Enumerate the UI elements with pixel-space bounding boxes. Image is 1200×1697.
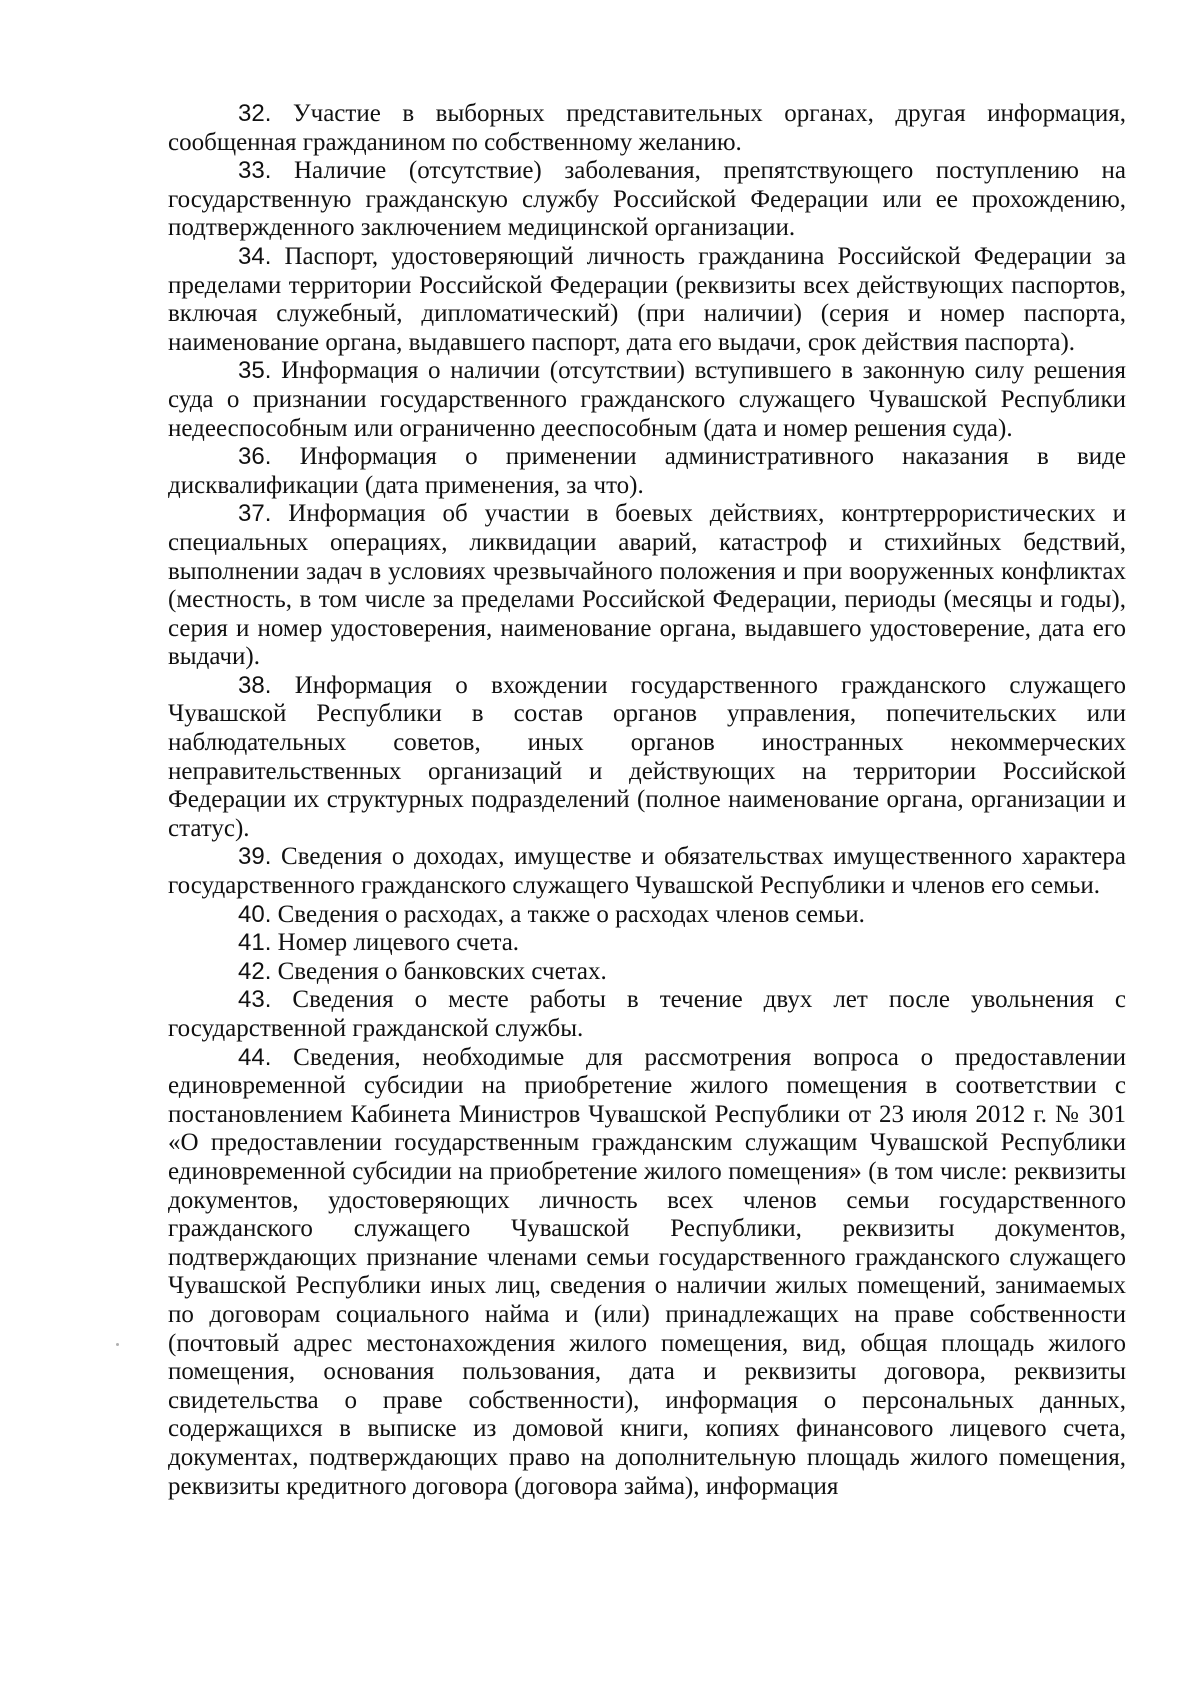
item-text: Наличие (отсутствие) заболевания, препятствующего поступлению на государственную гражданскую службу Российской Федерации или ее прохождению, подтвержденного заключением медицинской организации. <box>168 157 1126 242</box>
item-number: 33. <box>238 157 272 185</box>
item-number: 44. <box>238 1043 272 1071</box>
list-item-39 <box>168 843 1126 900</box>
item-text: Сведения о расходах, а также о расходах членов семьи. <box>277 900 865 928</box>
item-text: Номер лицевого счета. <box>277 929 520 957</box>
list-item-40 <box>168 901 1126 930</box>
item-text: Сведения, необходимые для рассмотрения вопроса о предоставлении единовременной субсидии на приобретение жилого помещения в соответствии с постановлением Кабинета Министров Чувашской Республики от 23 июля 2012 г. № 301 «О предоставлении государственным гражданским служащим Чувашской Республики единовременной субсидии на приобретение жилого помещения» (в том числе: реквизиты документов, удостоверяющих личность всех членов семьи государственного гражданского служащего Чувашской Республики, реквизиты документов, подтверждающих признание членами семьи государственного гражданского служащего Чувашской Республики иных лиц, сведения о наличии жилых помещений, занимаемых по договорам социального найма и (или) принадлежащих на праве собственности (почтовый адрес местонахождения жилого помещения, вид, общая площадь жилого помещения, основания пользования, дата и реквизиты договора, реквизиты свидетельства о праве собственности), информация о персональных данных, содержащихся в выписке из домовой книги, копиях финансового лицевого счета, документах, подтверждающих право на дополнительную площадь жилого помещения, реквизиты кредитного договора (договора займа), информация <box>168 1043 1127 1500</box>
document-body <box>168 100 1126 1501</box>
list-item-38 <box>168 672 1126 844</box>
item-text: Информация о вхождении государственного гражданского служащего Чувашской Республики в состав органов управления, попечительских или наблюдательных советов, иных органов иностранных некоммерческих неправительственных организаций и действующих на территории Российской Федерации их структурных подразделений (полное наименование органа, организации и статус). <box>168 671 1126 842</box>
list-item-41 <box>168 929 1126 958</box>
list-item-37 <box>168 500 1126 672</box>
item-number: 39. <box>238 843 272 871</box>
item-number: 36. <box>238 443 272 471</box>
item-number: 35. <box>238 357 272 385</box>
item-number: 37. <box>238 500 272 528</box>
item-number: 38. <box>238 671 272 699</box>
item-number: 42. <box>238 957 272 985</box>
scan-speck <box>116 1343 119 1346</box>
item-number: 43. <box>238 986 272 1014</box>
list-item-42 <box>168 958 1126 987</box>
item-text: Участие в выборных представительных органах, другая информация, сообщенная гражданином по собственному желанию. <box>168 100 1127 156</box>
item-text: Информация об участии в боевых действиях, контртеррористических и специальных операциях, ликвидации аварий, катастроф и стихийных бедствий, выполнении задач в условиях чрезвычайного положения и при вооруженных конфликтах (местность, в том числе за пределами Российской Федерации, периоды (месяцы и годы), серия и номер удостоверения, наименование органа, выдавшего удостоверение, дата его выдачи). <box>168 500 1127 671</box>
list-item-44 <box>168 1044 1126 1502</box>
list-item-34 <box>168 243 1126 357</box>
item-number: 40. <box>238 900 272 928</box>
item-text: Сведения о доходах, имуществе и обязательствах имущественного характера государственного гражданского служащего Чувашской Республики и членов его семьи. <box>168 843 1126 900</box>
list-item-33 <box>168 157 1126 243</box>
item-text: Паспорт, удостоверяющий личность гражданина Российской Федерации за пределами территории Российской Федерации (реквизиты всех действующих паспортов, включая служебный, дипломатический) (при наличии) (серия и номер паспорта, наименование органа, выдавшего паспорт, дата его выдачи, срок действия паспорта). <box>168 242 1126 356</box>
item-text: Информация о наличии (отсутствии) вступившего в законную силу решения суда о признании государственного гражданского служащего Чувашской Республики недееспособным или ограниченно дееспособным (дата и номер решения суда). <box>168 357 1127 442</box>
item-text: Сведения о банковских счетах. <box>277 957 607 985</box>
item-number: 34. <box>238 242 272 270</box>
item-number: 32. <box>238 100 272 127</box>
item-text: Информация о применении административного наказания в виде дисквалификации (дата применения, за что). <box>168 443 1126 499</box>
item-number: 41. <box>238 929 272 957</box>
list-item-35 <box>168 357 1126 443</box>
item-text: Сведения о месте работы в течение двух лет после увольнения с государственной гражданской службы. <box>168 986 1127 1042</box>
list-item-32 <box>168 100 1126 157</box>
list-item-36 <box>168 443 1126 500</box>
list-item-43 <box>168 986 1126 1043</box>
